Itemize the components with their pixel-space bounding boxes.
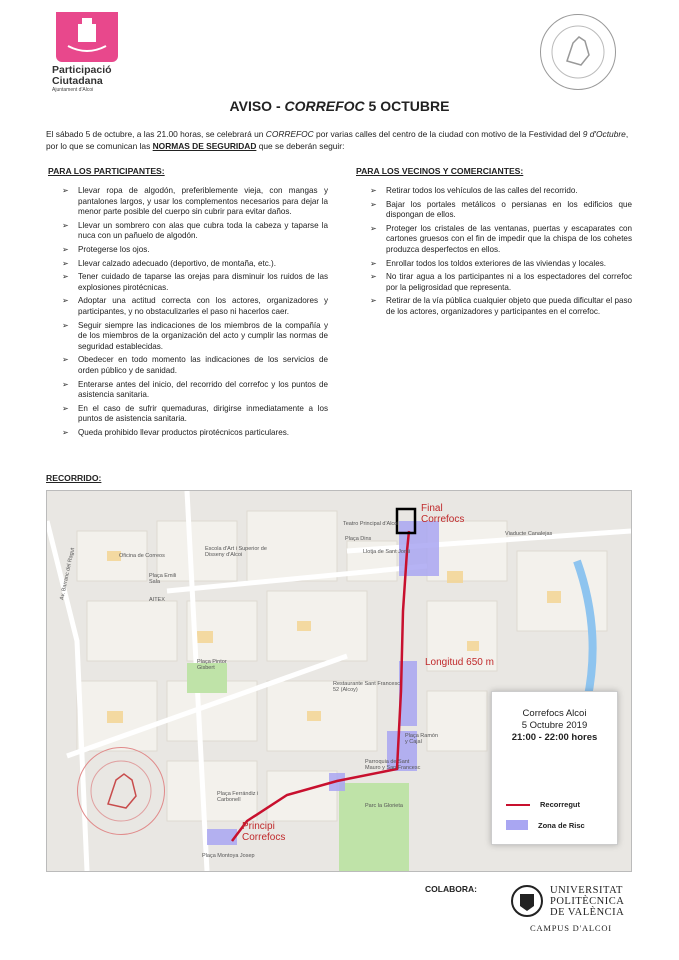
route-map xyxy=(46,490,632,872)
list-item: ➢ Seguir siempre las indicaciones de los miembros de la compañía y de los miembros de la organización del acto y cumplir las normas de seguridad establecidas. xyxy=(62,321,328,353)
info-date: 5 Octubre 2019 xyxy=(521,720,588,731)
length-label: Longitud 650 m xyxy=(425,657,494,668)
map-label-escola: Escola d'Art i Superior de Disseny d'Alcoi xyxy=(205,546,267,558)
map-label-barranc: Av. Barranc del Ragut xyxy=(59,547,77,601)
org-name-line3: Ajuntament d'Alcoi xyxy=(52,87,94,93)
map-label-parroquia: Parroquia de Sant Mauro y San Francesc xyxy=(365,759,421,771)
list-item: ➢ Queda prohibido llevar productos pirotécnicos particulares. xyxy=(62,428,328,439)
upv-campus: CAMPUS D'ALCOI xyxy=(530,923,612,933)
upv-logo xyxy=(510,884,630,933)
map-label-aitex: AITEX xyxy=(149,597,165,603)
title-italic: CORREFOC xyxy=(284,98,365,114)
upv-line1: UNIVERSITAT xyxy=(550,884,623,896)
title-suffix: 5 OCTUBRE xyxy=(364,98,450,114)
map-label-placa-dins: Plaça Dins xyxy=(345,536,372,542)
final-label: Final Correfocs xyxy=(421,503,465,525)
map-label-pintor: Plaça Pintor Gisbert xyxy=(197,659,227,671)
list-item: ➢ En el caso de sufrir quemaduras, dirigirse inmediatamente a los puntos de asistencia sanitaria. xyxy=(62,404,328,425)
alqueria-seal-overlay xyxy=(77,747,165,835)
map-label-montoya: Plaça Montoya Josep xyxy=(202,853,255,859)
legend-route xyxy=(506,800,580,809)
list-item: ➢ Retirar de la vía pública cualquier objeto que pueda dificultar el paso de los actores, organizadores y participantes en el correfoc. xyxy=(370,296,632,317)
route-swatch xyxy=(506,804,530,806)
list-item: ➢ Llevar calzado adecuado (deportivo, de montaña, etc.). xyxy=(62,259,328,270)
intro-italic-2: 9 d'Octubre xyxy=(582,129,626,139)
intro-text-2: por varias calles del centro de la ciudad con motivo de la Festividad del xyxy=(313,129,583,139)
map-label-llotja: Llotja de Sant Jordi xyxy=(363,549,411,555)
neighbours-section xyxy=(356,166,632,321)
intro-text-1: El sábado 5 de octubre, a las 21.00 horas, se celebrará un xyxy=(46,129,266,139)
page-title xyxy=(0,98,679,114)
upv-line3: DE VALÈNCIA xyxy=(550,906,625,918)
route-title: RECORRIDO: xyxy=(46,473,102,483)
map-label-ferrandiz: Plaça Ferrándiz i Carbonell xyxy=(217,791,259,803)
legend-route-label: Recorregut xyxy=(540,800,581,809)
upv-line2: POLITÈCNICA xyxy=(550,895,625,907)
info-time: 21:00 - 22:00 hores xyxy=(511,732,598,743)
map-label-glorieta: Parc la Glorieta xyxy=(365,803,403,809)
participants-title: PARA LOS PARTICIPANTES: xyxy=(48,166,165,176)
list-item: ➢ Obedecer en todo momento las indicaciones de los servicios de orden público y de sanidad. xyxy=(62,355,328,376)
neighbours-title: PARA LOS VECINOS Y COMERCIANTES: xyxy=(356,166,524,176)
map-label-correos: Oficina de Correos xyxy=(119,553,165,559)
list-item: ➢ Bajar los portales metálicos o persianas en los edificios que dispongan de ellos. xyxy=(370,200,632,221)
participacio-logo xyxy=(52,12,130,92)
org-name-line1: Participació xyxy=(52,64,112,76)
legend-risk-label: Zona de Risc xyxy=(538,820,585,830)
palace-icon xyxy=(56,12,118,62)
collab-label: COLABORA: xyxy=(425,884,477,894)
neighbours-list xyxy=(370,186,632,318)
goat-icon xyxy=(78,748,164,834)
info-title: Correfocs Alcoi xyxy=(522,708,587,719)
map-label-viaducte: Viaducte Canalejas xyxy=(505,531,553,537)
intro-italic-1: CORREFOC xyxy=(265,129,314,139)
intro-text-3: , por lo que se comunican las xyxy=(46,129,629,151)
intro-bold: NORMAS DE SEGURIDAD xyxy=(152,140,257,151)
risk-swatch xyxy=(506,820,528,830)
list-item: ➢ Protegerse los ojos. xyxy=(62,245,328,256)
list-item: ➢ Adoptar una actitud correcta con los actores, organizadores y participantes, y no obstaculizarles el paso ni hacerlos caer. xyxy=(62,296,328,317)
list-item: ➢ Llevar ropa de algodón, preferiblemente vieja, con mangas y pantalones largos, y usar los complementos necesarios para dejar la menor parte posible del cuerpo sin cubrir para evitar daños. xyxy=(62,186,328,218)
map-label-teatro: Teatro Principal d'Alcoi xyxy=(343,521,399,527)
upv-shield-icon xyxy=(510,884,544,918)
map-label-emili-sala: Plaça Emili Sala xyxy=(149,573,177,585)
start-label: Principi Correfocs xyxy=(242,821,286,843)
intro-paragraph xyxy=(46,129,636,152)
alqueria-seal-logo xyxy=(540,14,616,90)
list-item: ➢ Enrollar todos los toldos exteriores de las viviendas y locales. xyxy=(370,259,632,270)
legend-risk xyxy=(506,820,585,830)
logo-badge xyxy=(56,12,118,62)
list-item: ➢ Retirar todos los vehículos de las calles del recorrido. xyxy=(370,186,632,197)
list-item: ➢ Tener cuidado de taparse las orejas para disminuir los ruidos de las explosiones pirotécnicas. xyxy=(62,272,328,293)
list-item: ➢ No tirar agua a los participantes ni a los espectadores del correfoc por la peligrosidad que representa. xyxy=(370,272,632,293)
map-label-restaurante: Restaurante Sant Francesc 52 (Alcoy) xyxy=(333,681,400,693)
title-prefix: AVISO - xyxy=(229,98,285,114)
route-info-box xyxy=(491,691,618,845)
org-name-line2: Ciutadana xyxy=(52,75,103,87)
map-label-ramon: Plaça Ramón y Cajal xyxy=(405,733,439,745)
intro-text-4: que se deberán seguir: xyxy=(256,140,345,151)
list-item: ➢ Enterarse antes del inicio, del recorrido del correfoc y los puntos de asistencia sanitaria. xyxy=(62,380,328,401)
goat-icon xyxy=(541,15,615,89)
participants-section xyxy=(48,166,328,441)
participants-list xyxy=(62,186,328,438)
list-item: ➢ Llevar un sombrero con alas que cubra toda la cabeza y taparse la nuca con un pañuelo de algodón. xyxy=(62,221,328,242)
list-item: ➢ Proteger los cristales de las ventanas, puertas y escaparates con cartones gruesos con el fin de impedir que la chispa de los cohetes produzca desperfectos en ellos. xyxy=(370,224,632,256)
